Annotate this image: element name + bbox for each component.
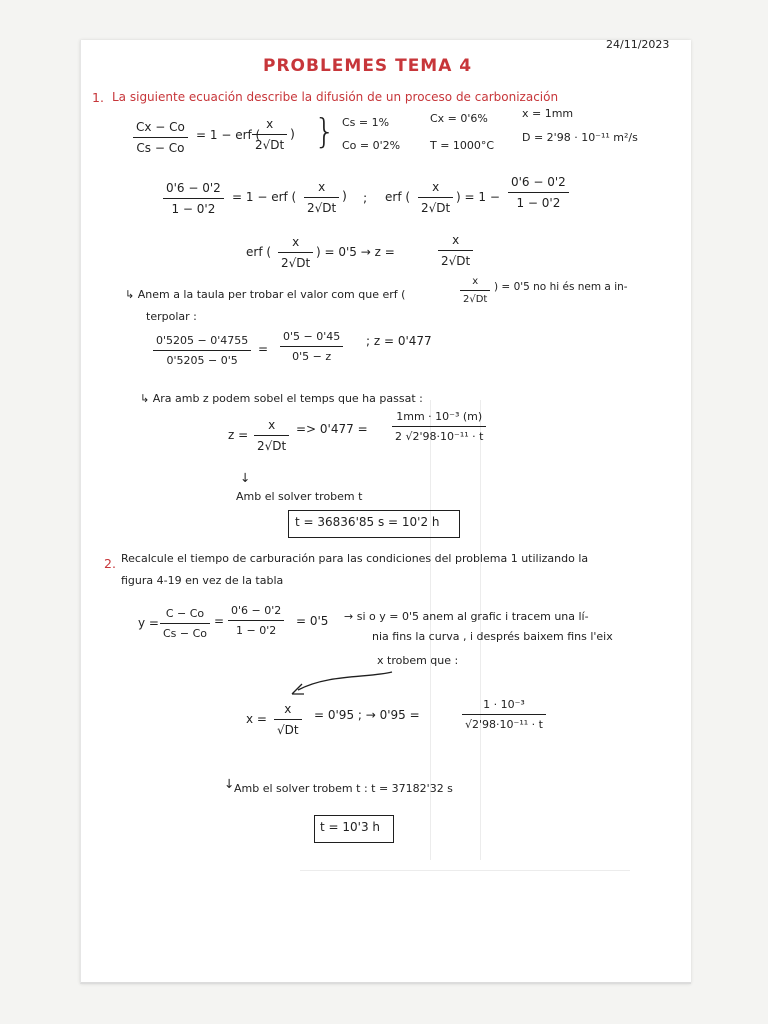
curly-brace: } [314,112,336,152]
x-fraction-right: 1 · 10⁻³ √2'98·10⁻¹¹ · t [462,698,546,731]
note-table-end: ) = 0'5 no hi és nem a in- [494,281,628,293]
x-left: x = [246,712,267,726]
note-time: ↳ Ara amb z podem sobel el temps que ha passat : [140,392,423,405]
step1-separator: ; [363,190,368,205]
page-title: PROBLEMES TEMA 4 [263,56,473,76]
y-result: = 0'5 [296,614,329,628]
page-date: 24/11/2023 [606,38,670,51]
given-temperature: T = 1000°C [430,139,495,152]
graph-text-2: nia fins la curva , i després baixem fins l'eix [372,630,613,643]
given-cx: Cx = 0'6% [430,112,488,125]
interp-result: ; z = 0'477 [366,334,432,348]
note-table-lookup: ↳ Anem a la taula per trobar el valor com que erf ( [125,288,406,301]
problem-2-statement-1: Recalcule el tiempo de carburación para las condiciones del problema 1 utilizando la [121,552,589,565]
step2-fraction: x 2√Dt [438,233,473,268]
y-equals: = [214,614,225,628]
main-eq-numerator: Cx − Co [136,120,185,134]
solver-note-2: Amb el solver trobem t : t = 37182'32 s [234,782,453,795]
x-middle: = 0'95 ; → 0'95 = [314,708,420,722]
problem-2-number: 2. [104,556,116,571]
main-eq-close: ) [290,126,295,141]
step1-middle: = 1 − erf ( [232,190,297,204]
z-left: z = [228,428,249,442]
z-middle: => 0'477 = [296,422,368,436]
down-arrow-icon: ↓ [240,470,251,485]
interp-equals: = [258,342,269,356]
bleed-through-line [300,870,630,871]
given-diffusivity: D = 2'98 · 10⁻¹¹ m²/s [522,131,638,144]
graph-text-3: x trobem que : [377,654,459,667]
x-fraction: x √Dt [274,702,302,737]
step2-middle: ) = 0'5 → z = [316,245,395,259]
curved-arrow-icon [288,668,398,698]
given-x: x = 1mm [522,107,574,120]
step1b-fraction: 0'6 − 0'2 1 − 0'2 [508,175,569,210]
step2-left: erf ( [246,245,272,259]
main-eq-middle: = 1 − erf ( [196,128,261,142]
step1-close: ) [342,188,347,203]
step1b-middle: ) = 1 − [456,190,500,204]
result-1: t = 36836'85 s = 10'2 h [295,515,440,529]
step1b-left: erf ( [385,190,411,204]
interp-fraction-right: 0'5 − 0'45 0'5 − z [280,330,343,363]
solver-note-1: Amb el solver trobem t [236,490,363,503]
result-2: t = 10'3 h [320,820,381,834]
interp-fraction-left: 0'5205 − 0'4755 0'5205 − 0'5 [153,334,251,367]
main-eq-denominator: Cs − Co [136,141,185,155]
y-fraction-2: 0'6 − 0'2 1 − 0'2 [228,604,284,637]
note-interpolate: terpolar : [146,310,197,323]
problem-1-statement: La siguiente ecuación describe la difusión de un proceso de carbonización [112,90,559,104]
step1-inner-fraction: x 2√Dt [304,180,339,215]
z-fraction: x 2√Dt [254,418,289,453]
problem-2-statement-2: figura 4-19 en vez de la tabla [121,574,284,587]
step2-inner-fraction: x 2√Dt [278,235,313,270]
main-equation-fraction [133,120,188,155]
y-fraction: C − Co Cs − Co [160,607,210,640]
given-co: Co = 0'2% [342,139,401,152]
down-arrow-icon: ↓ [224,776,235,791]
main-eq-inner-fraction: x 2√Dt [252,117,287,152]
y-left: y = [138,616,159,630]
given-cs: Cs = 1% [342,116,390,129]
graph-text-1: → si o y = 0'5 anem al grafic i tracem una lí- [344,610,589,623]
step1-fraction: 0'6 − 0'2 1 − 0'2 [163,181,224,216]
z-fraction-right: 1mm · 10⁻³ (m) 2 √2'98·10⁻¹¹ · t [392,410,486,443]
note-table-fraction: x 2√Dt [460,276,490,305]
step1b-inner-fraction: x 2√Dt [418,180,453,215]
problem-1-number: 1. [92,90,104,105]
